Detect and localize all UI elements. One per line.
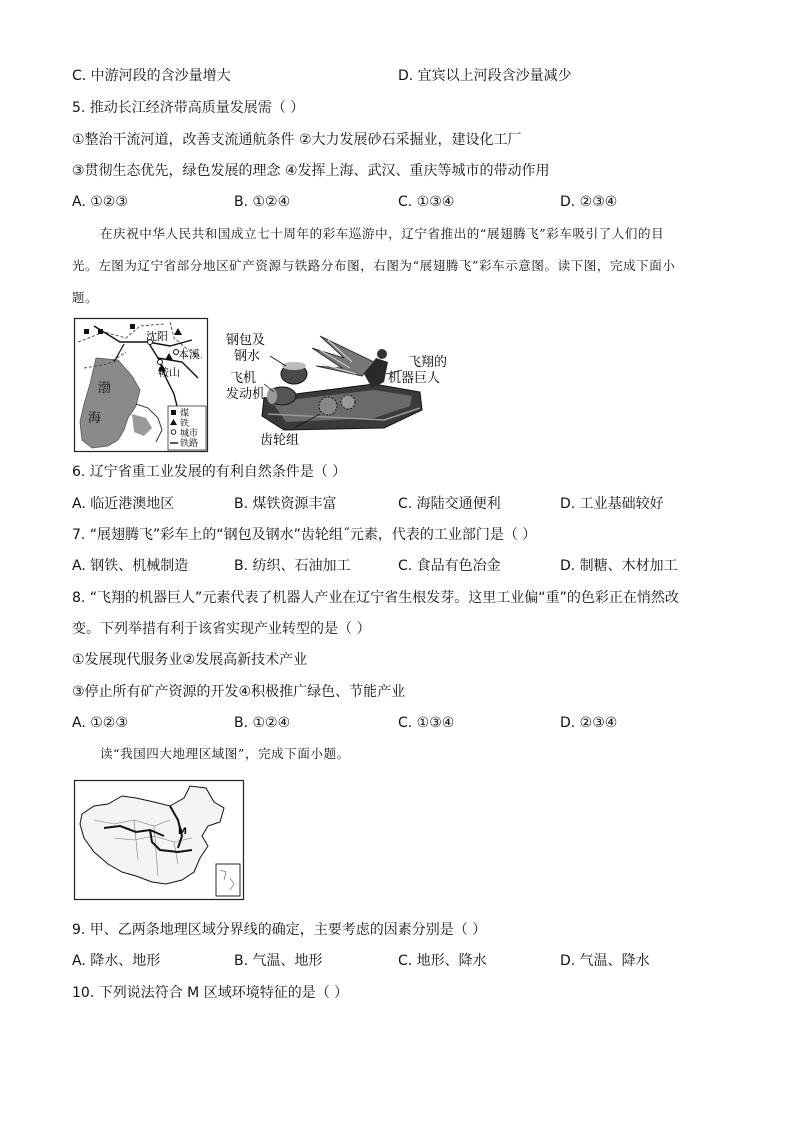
q6-option-c: C. 海陆交通便利: [398, 496, 501, 512]
china-regions-map-figure: [74, 780, 244, 900]
q8-stem-line1: 8. “飞翔的机器巨人”元素代表了机器人产业在辽宁省生根发芽。这里工业偏“重”的色彩正在悄然改: [72, 590, 679, 606]
q6-option-b: B. 煤铁资源丰富: [234, 496, 337, 512]
q9-option-d: D. 气温、降水: [560, 953, 650, 969]
label-steel-ladle-2: 钢水: [234, 349, 261, 364]
q7-option-c: C. 食品有色冶金: [398, 558, 501, 574]
q6-option-a: A. 临近港澳地区: [72, 496, 175, 512]
q8-statement-3-4: ③停止所有矿产资源的开发④积极推广绿色、节能产业: [72, 684, 406, 700]
region-label-m: M: [178, 827, 187, 837]
q7-option-d: D. 制糖、木材加工: [560, 558, 678, 574]
q6-option-d: D. 工业基础较好: [560, 496, 664, 512]
q8-statement-1-2: ①发展现代服务业②发展高新技术产业: [72, 652, 308, 668]
q4-option-c: C. 中游河段的含沙量增大: [72, 68, 231, 84]
passage1-line1: 在庆祝中华人民共和国成立七十周年的彩车巡游中，辽宁省推出的“展翅腾飞”彩车吸引了人们的目: [100, 226, 665, 241]
label-robot-2: 机器巨人: [388, 371, 441, 386]
q8-option-d: D. ②③④: [560, 715, 618, 731]
q7-option-a: A. 钢铁、机械制造: [72, 558, 189, 574]
q8-option-c: C. ①③④: [398, 715, 455, 731]
q10-stem: 10. 下列说法符合 M 区域环境特征的是（ ）: [72, 985, 349, 1001]
q9-option-b: B. 气温、地形: [234, 953, 323, 969]
q9-option-a: A. 降水、地形: [72, 953, 161, 969]
passage1-line3: 题。: [72, 290, 99, 305]
city-label-shenyang: 沈阳: [146, 330, 168, 343]
liaoning-map-figure: [74, 318, 208, 452]
passage2-line1: 读“我国四大地理区域图”，完成下面小题。: [100, 746, 350, 761]
label-engine-2: 发动机: [226, 387, 266, 402]
parade-float-figure: [224, 318, 448, 452]
q5-statement-3-4: ③贯彻生态优先，绿色发展的理念 ④发挥上海、武汉、重庆等城市的带动作用: [72, 163, 550, 179]
q7-stem: 7. “展翅腾飞”彩车上的“钢包及钢水”齿轮组˝元素，代表的工业部门是（ ）: [72, 527, 537, 543]
q9-option-c: C. 地形、降水: [398, 953, 487, 969]
q5-option-b: B. ①②④: [234, 194, 291, 210]
label-steel-ladle-1: 钢包及: [226, 333, 266, 348]
legend-railway: 铁路: [180, 439, 199, 449]
q7-option-b: B. 纺织、石油加工: [234, 558, 351, 574]
q8-option-a: A. ①②③: [72, 715, 128, 731]
legend-iron: 铁: [180, 419, 190, 429]
sea-label-bo: 渤: [98, 381, 112, 396]
q9-stem: 9. 甲、乙两条地理区域分界线的确定，主要考虑的因素分别是（ ）: [72, 922, 487, 938]
q5-option-d: D. ②③④: [560, 194, 618, 210]
q8-stem-line2: 变。下列举措有利于该省实现产业转型的是（ ）: [72, 621, 371, 637]
q5-stem: 5. 推动长江经济带高质量发展需（ ）: [72, 100, 305, 116]
label-gear-group: 齿轮组: [260, 433, 300, 448]
passage1-line2: 光。左图为辽宁省部分地区矿产资源与铁路分布图，右图为“展翅腾飞”彩车示意图。读下图，完成下面小: [72, 258, 676, 273]
legend-city: 城市: [180, 429, 199, 439]
label-engine-1: 飞机: [230, 371, 257, 386]
q5-option-a: A. ①②③: [72, 194, 128, 210]
q6-stem: 6. 辽宁省重工业发展的有利自然条件是（ ）: [72, 464, 347, 480]
city-label-benxi: 本溪: [178, 348, 200, 361]
q5-statement-1-2: ①整治干流河道，改善支流通航条件 ②大力发展砂石采掘业，建设化工厂: [72, 132, 522, 148]
legend-coal: 煤: [180, 409, 190, 419]
q8-option-b: B. ①②④: [234, 715, 291, 731]
q5-option-c: C. ①③④: [398, 194, 455, 210]
label-robot-1: 飞翔的: [408, 355, 448, 370]
sea-label-hai: 海: [88, 411, 102, 426]
q4-option-d: D. 宜宾以上河段含沙量减少: [398, 68, 572, 84]
coal-symbol: [84, 329, 89, 334]
city-label-anshan: 鞍山: [158, 366, 180, 379]
